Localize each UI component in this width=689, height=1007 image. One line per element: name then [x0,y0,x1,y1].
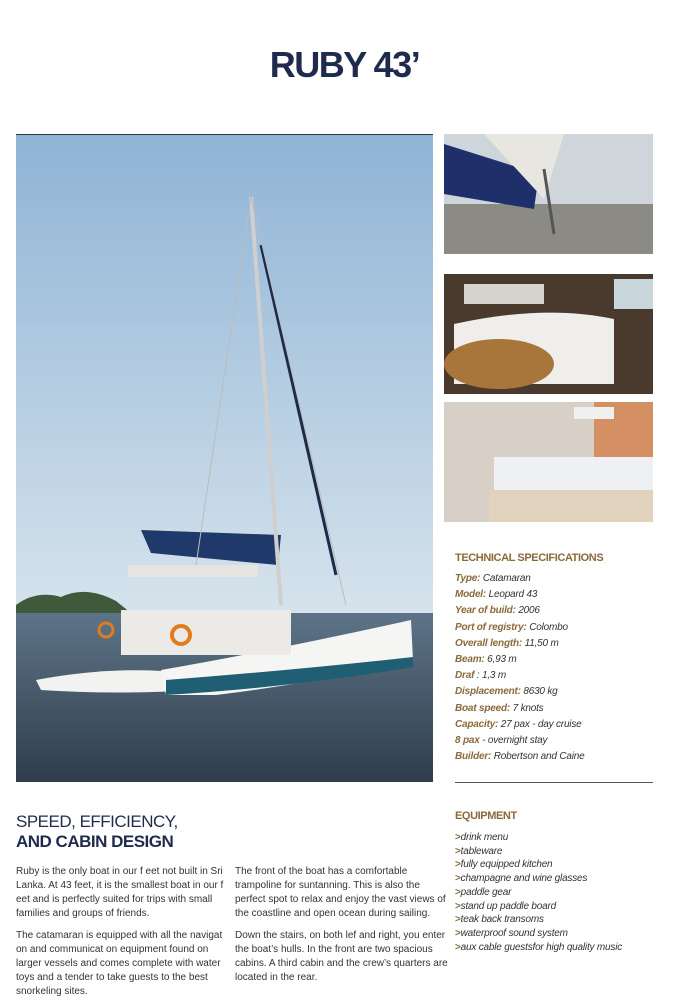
specs-heading: TECHNICAL SPECIFICATIONS [455,552,604,564]
thumb-photo-cabin [444,402,653,522]
section-heading-line2: AND CABIN DESIGN [16,832,174,851]
list-item: >aux cable guestsfor high quality music [455,941,623,953]
spec-row: Beam: 6,93 m [455,654,517,666]
spec-row: Model: Leopard 43 [455,589,538,601]
list-item: >waterproof sound system [455,927,568,939]
paragraph: Ruby is the only boat in our f eet not built in Sri Lanka. At 43 feet, it is the smallest boat in our f eet and is perfectly suited for trips with small families and groups of friends. [16,866,224,919]
spec-row: Port of registry: Colombo [455,621,568,633]
body-column-left [16,865,231,1007]
list-item: >fully equipped kitchen [455,859,553,871]
spec-row: Type: Catamaran [455,573,531,584]
spec-row: Boat speed: 7 knots [455,702,544,714]
spec-row: Year of build: 2006 [455,605,540,617]
specs-list [455,571,665,765]
equipment-heading: EQUIPMENT [455,810,517,822]
body-column-right [235,865,450,993]
spec-row: 8 pax - overnight stay [455,735,548,747]
list-item: >paddle gear [455,886,512,898]
list-item: >teak back transoms [455,914,544,926]
thumb-photo-saloon [444,274,653,394]
list-item: >stand up paddle board [455,900,556,912]
equipment-list [455,831,675,954]
thumb-photo-sail-deck [444,134,653,254]
hero-photo-catamaran [16,134,433,782]
list-item: >drink menu [455,832,509,843]
divider [455,782,653,783]
page-title: RUBY 43’ [269,44,420,85]
spec-row: Capacity: 27 pax - day cruise [455,718,582,730]
paragraph: The front of the boat has a comfortable trampoline for suntanning. This is also the perfect spot to relax and enjoy the vast views of the coastline and open ocean during sailing. [235,866,446,919]
spec-row: Draf : 1,3 m [455,670,506,682]
paragraph: The catamaran is equipped with all the navigat on and communicat on equipment found on larger vessels and comes complete with water toys and a tender to take guests to the best snorkeling sites. [16,930,223,997]
spec-row: Displacement: 8630 kg [455,686,558,698]
spec-row: Builder: Robertson and Caine [455,751,585,763]
list-item: >champagne and wine glasses [455,873,588,885]
spec-row: Overall length: 11,50 m [455,637,559,649]
list-item: >tableware [455,845,503,857]
section-heading-line1: SPEED, EFFICIENCY, [16,812,178,831]
paragraph: Down the stairs, on both lef and right, you enter the boat’s hulls. In the front are two spacious cabins. A third cabin and the crew’s quarters are located in the rear. [235,930,448,983]
